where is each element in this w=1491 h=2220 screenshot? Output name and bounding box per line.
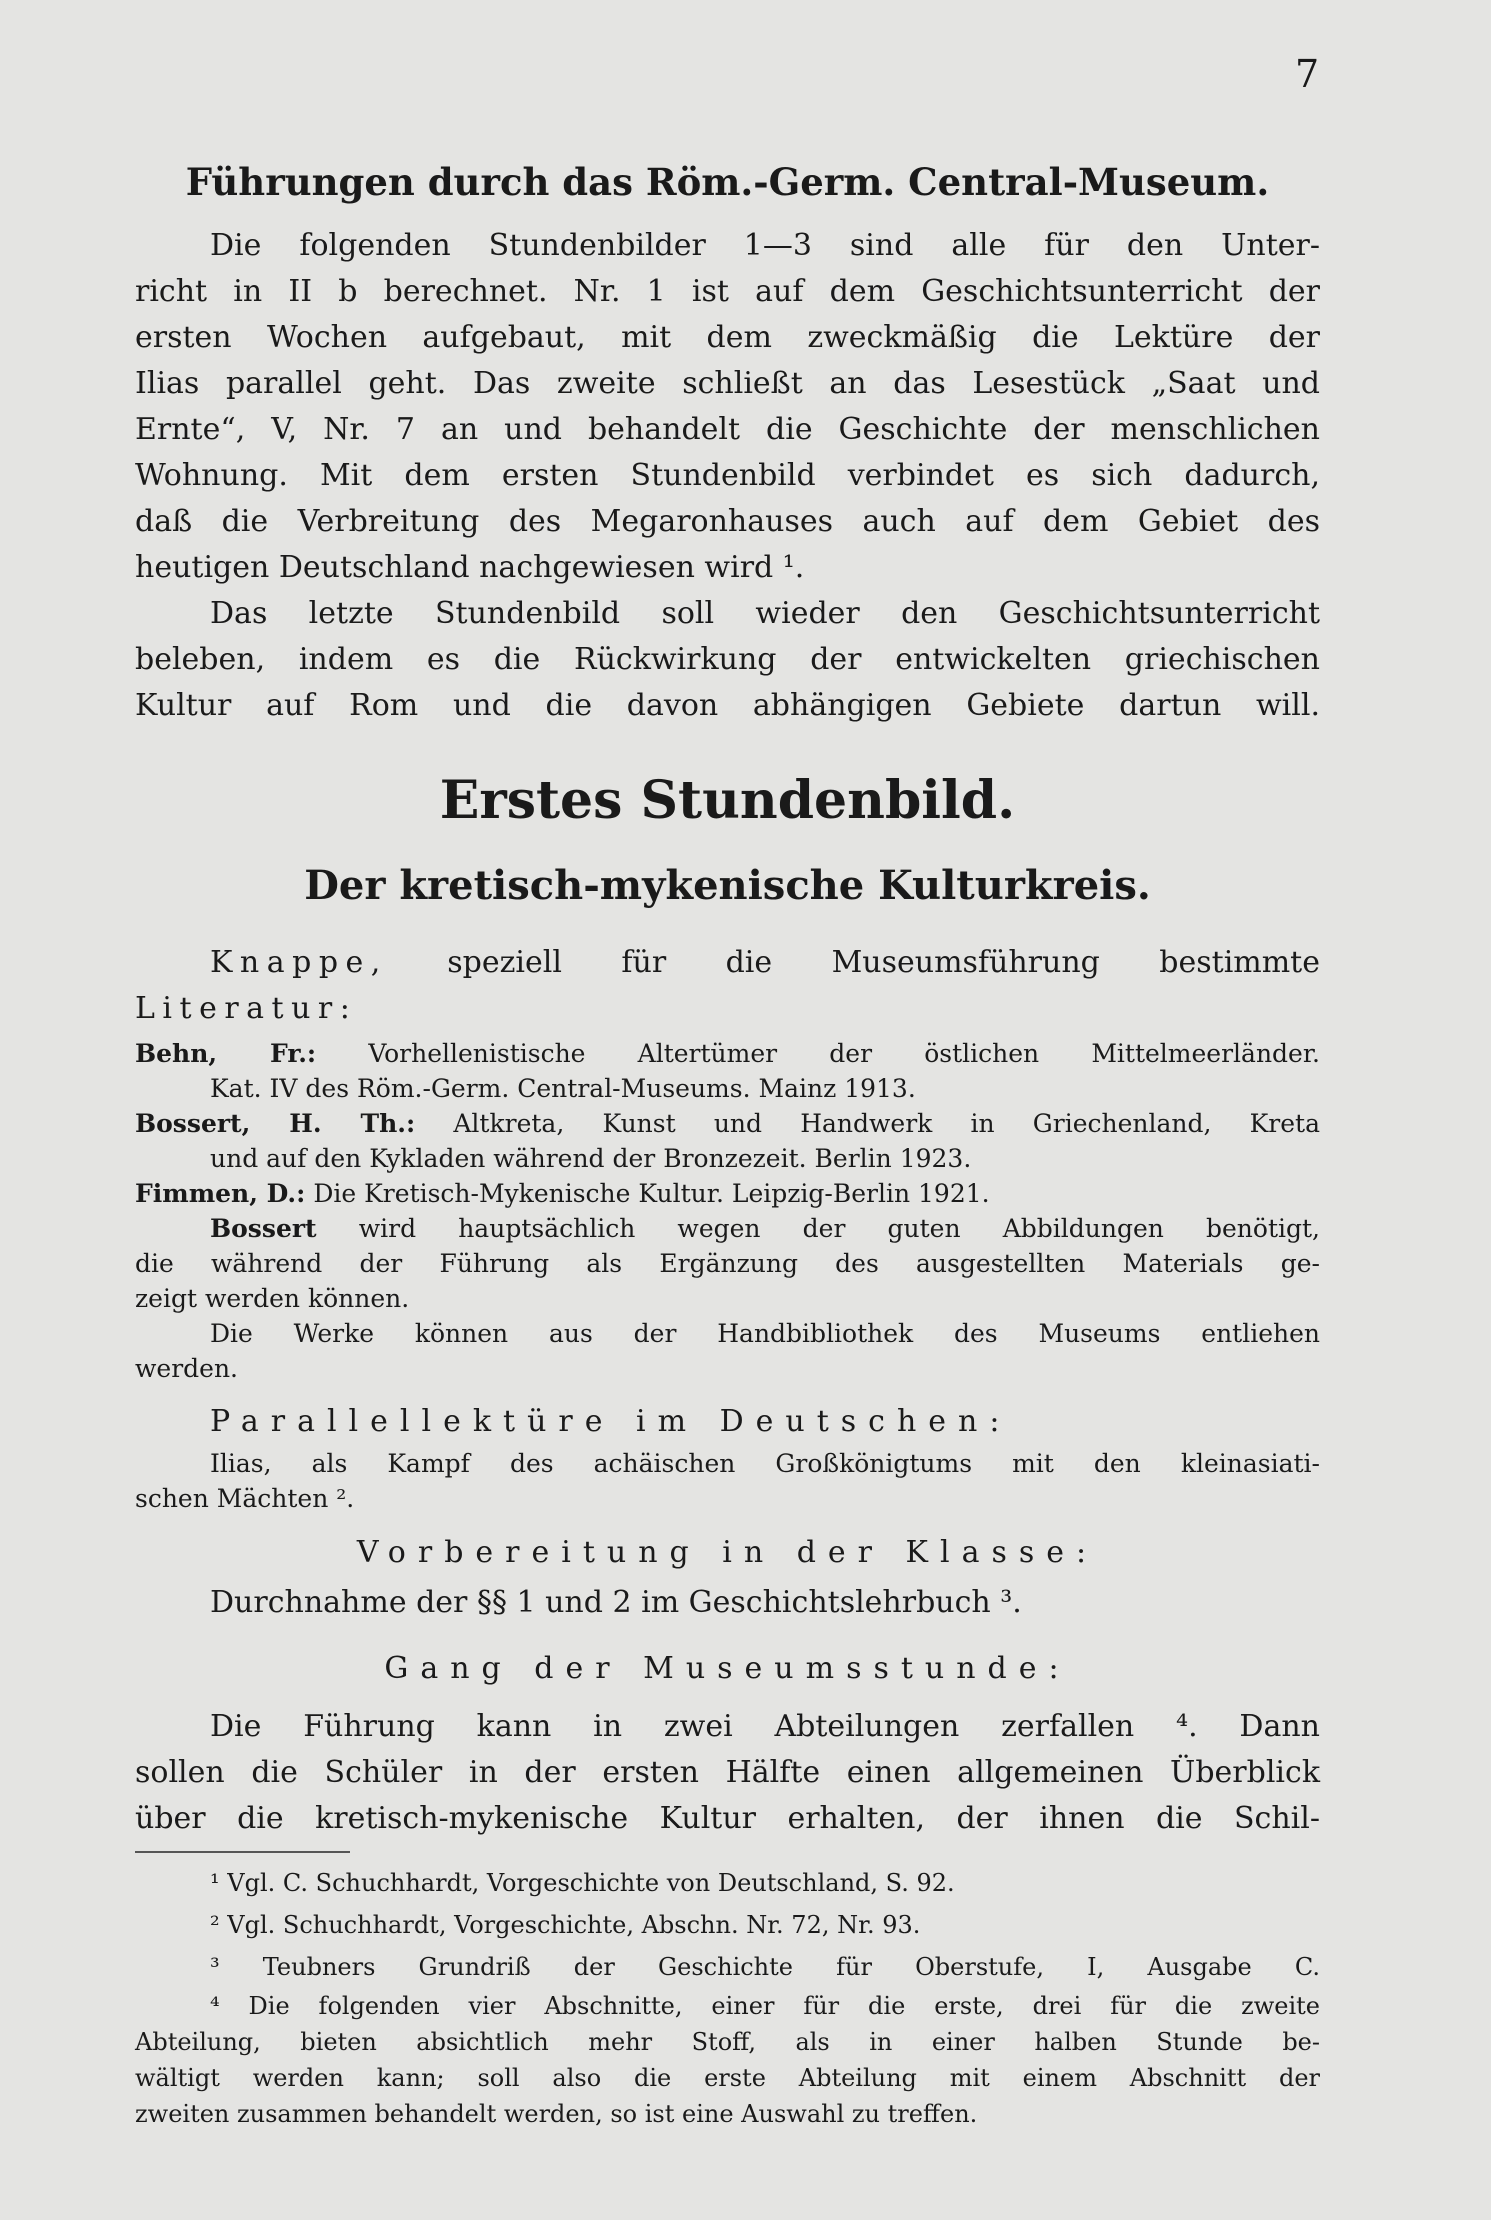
text-line: Wohnung. Mit dem ersten Stundenbild verbindet es sich dadurch, [135, 458, 1320, 493]
gang-text [135, 1704, 1320, 1842]
text-line: Kultur auf Rom und die davon abhängigen Gebiete dartun will. [135, 688, 1320, 723]
text-line: daß die Verbreitung des Megaronhauses auch auf dem Gebiet des [135, 504, 1320, 539]
text-line: Das letzte Stundenbild soll wieder den Geschichtsunterricht [210, 596, 1320, 631]
text-line: richt in II b berechnet. Nr. 1 ist auf dem Geschichtsunterricht der [135, 274, 1320, 309]
bossert-note-author: Bossert [210, 1214, 317, 1243]
parallel-line: Ilias, als Kampf des achäischen Großkönigtums mit den kleinasiati- [210, 1449, 1320, 1478]
gang-heading: Gang der Museumsstunde: [384, 1651, 1071, 1686]
werke-line: werden. [135, 1354, 238, 1383]
literature-label-line [135, 940, 1320, 986]
sub-heading-block [135, 862, 1320, 909]
section-title: Führungen durch das Röm.-Germ. Central-Museum. [185, 160, 1270, 204]
literature-entry-cont: und auf den Kykladen während der Bronzezeit. Berlin 1923. [210, 1144, 972, 1173]
werke-line: Die Werke können aus der Handbibliothek des Museums entliehen [210, 1319, 1320, 1348]
literature-entry [135, 1036, 1320, 1071]
literature-author: Behn, Fr.: [135, 1039, 317, 1068]
gang-line: über die kretisch-mykenische Kultur erhalten, der ihnen die Schil- [135, 1801, 1320, 1836]
bossert-note-line: zeigt werden können. [135, 1284, 410, 1313]
text-line: Ernte“, V, Nr. 7 an und behandelt die Geschichte der menschlichen [135, 412, 1320, 447]
footnotes [135, 1862, 1320, 2132]
main-heading-block [135, 770, 1320, 831]
literature-entry-cont: Kat. IV des Röm.-Germ. Central-Museums. Mainz 1913. [210, 1074, 916, 1103]
text-line: beleben, indem es die Rückwirkung der entwickelten griechischen [135, 642, 1320, 677]
literature-entry [135, 1106, 1320, 1141]
literature-title: Die Kretisch-Mykenische Kultur. Leipzig-Berlin 1921. [305, 1179, 990, 1208]
footnote: ³ Teubners Grundriß der Geschichte für Oberstufe, I, Ausgabe C. [210, 1953, 1320, 1981]
literature-title: Vorhellenistische Altertümer der östlichen Mittelmeerländer. [316, 1039, 1320, 1068]
vorbereitung-section [135, 1530, 1320, 1628]
text-line: Ilias parallel geht. Das zweite schließt an das Lesestück „Saat und [135, 366, 1320, 401]
bossert-note-line [135, 1211, 1320, 1246]
parallel-section [135, 1400, 1320, 1444]
knappe-label: Knappe, [210, 945, 388, 980]
footnote-4-line: zweiten zusammen behandelt werden, so ist eine Auswahl zu treffen. [135, 2100, 978, 2128]
literature-label [135, 940, 1320, 1032]
literature-author: Bossert, H. Th.: [135, 1109, 416, 1138]
gang-section [135, 1646, 1320, 1692]
gang-line: Die Führung kann in zwei Abteilungen zerfallen ⁴. Dann [210, 1709, 1320, 1744]
sub-heading: Der kretisch-mykenische Kulturkreis. [304, 862, 1151, 909]
intro-paragraph [135, 223, 1320, 729]
bossert-note-line: die während der Führung als Ergänzung des ausgestellten Materials ge- [135, 1249, 1320, 1278]
text-line: Die folgenden Stundenbilder 1—3 sind alle für den Unter- [210, 228, 1320, 263]
section-title-block [135, 160, 1320, 204]
vorbereitung-heading: Vorbereitung in der Klasse: [356, 1535, 1099, 1570]
parallel-heading: Parallellektüre im Deutschen: [210, 1404, 1012, 1439]
parallel-line: schen Mächten ². [135, 1484, 355, 1513]
text-line: ersten Wochen aufgebaut, mit dem zweckmäßig die Lektüre der [135, 320, 1320, 355]
bossert-note-text: wird hauptsächlich wegen der guten Abbildungen benötigt, [316, 1214, 1320, 1243]
text-line: heutigen Deutschland nachgewiesen wird ¹. [135, 550, 805, 585]
literature-list [135, 1036, 1320, 1386]
footnote-4-line: Abteilung, bieten absichtlich mehr Stoff, als in einer halben Stunde be- [135, 2028, 1320, 2056]
literature-entry [135, 1176, 1320, 1211]
literature-label-heading: Literatur: [135, 991, 358, 1026]
footnote: ¹ Vgl. C. Schuchhardt, Vorgeschichte von Deutschland, S. 92. [210, 1869, 955, 1897]
vorbereitung-line: Durchnahme der §§ 1 und 2 im Geschichtslehrbuch ³. [210, 1585, 1022, 1620]
literature-title: Altkreta, Kunst und Handwerk in Griechenland, Kreta [415, 1109, 1320, 1138]
footnote-4-line: wältigt werden kann; soll also die erste Abteilung mit einem Abschnitt der [135, 2064, 1320, 2092]
main-heading: Erstes Stundenbild. [439, 770, 1016, 831]
parallel-text [135, 1446, 1320, 1516]
gang-line: sollen die Schüler in der ersten Hälfte einen allgemeinen Überblick [135, 1755, 1320, 1790]
page-number: 7 [1295, 52, 1320, 96]
literature-author: Fimmen, D.: [135, 1179, 306, 1208]
footnote-divider [135, 1851, 350, 1853]
footnote-4-line: ⁴ Die folgenden vier Abschnitte, einer für die erste, drei für die zweite [210, 1992, 1320, 2020]
literature-label-rest: speziell für die Museumsführung bestimmte [447, 945, 1320, 980]
footnote: ² Vgl. Schuchhardt, Vorgeschichte, Abschn. Nr. 72, Nr. 93. [210, 1911, 921, 1939]
